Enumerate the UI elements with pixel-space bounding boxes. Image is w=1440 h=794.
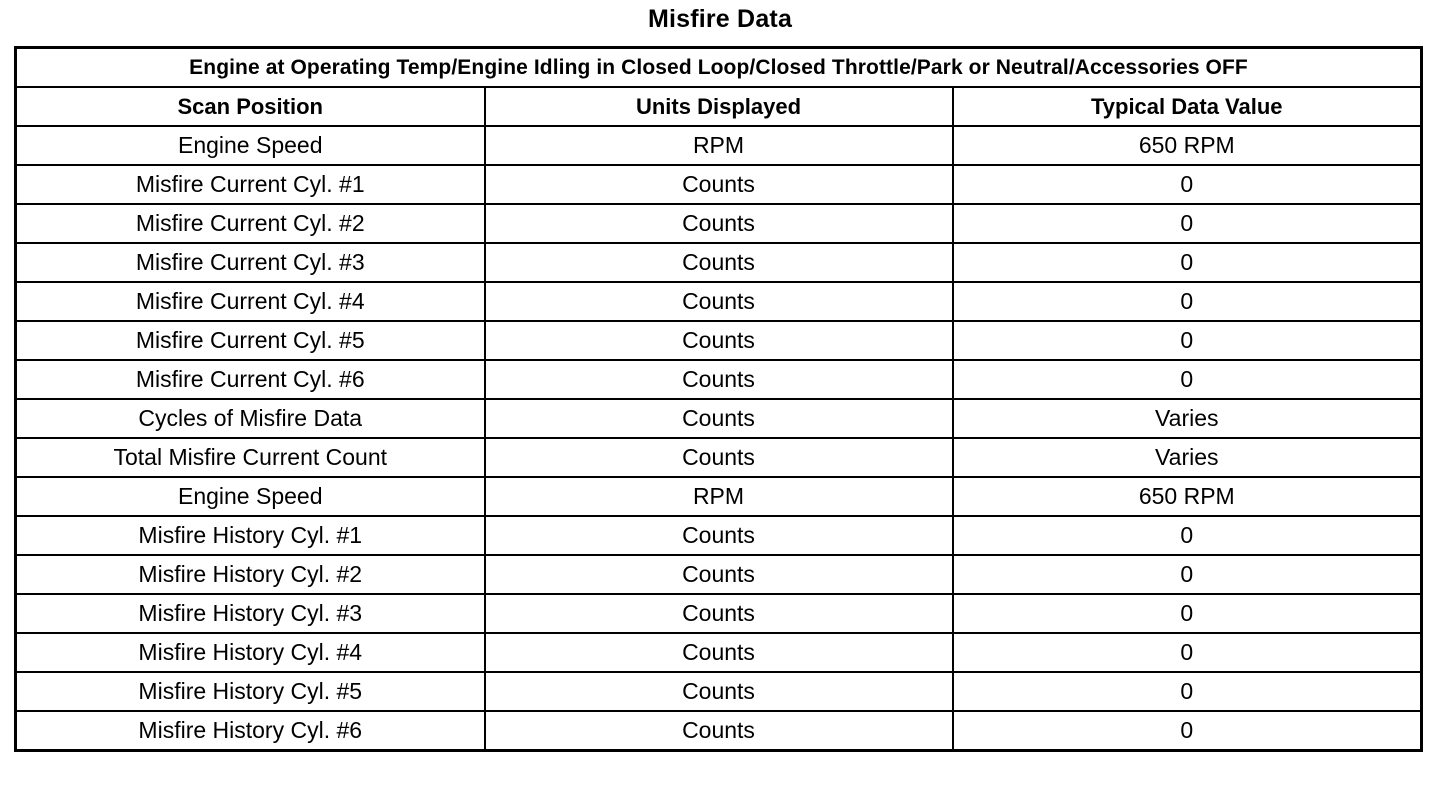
units-displayed-cell: Counts <box>485 633 953 672</box>
units-displayed-cell: Counts <box>485 321 953 360</box>
units-displayed-cell: Counts <box>485 243 953 282</box>
header-units-displayed: Units Displayed <box>485 87 953 126</box>
typical-value-cell: 0 <box>953 321 1422 360</box>
scan-position-cell: Misfire History Cyl. #4 <box>16 633 485 672</box>
units-displayed-cell: Counts <box>485 282 953 321</box>
scan-position-cell: Misfire Current Cyl. #4 <box>16 282 485 321</box>
table-row <box>16 711 1422 751</box>
units-displayed-cell: RPM <box>485 477 953 516</box>
table-row <box>16 321 1422 360</box>
header-row <box>16 87 1422 126</box>
table-row <box>16 477 1422 516</box>
misfire-data-table-container <box>14 46 1420 752</box>
typical-value-cell: 0 <box>953 555 1422 594</box>
scan-position-cell: Misfire History Cyl. #3 <box>16 594 485 633</box>
typical-value-cell: 0 <box>953 204 1422 243</box>
scan-position-cell: Cycles of Misfire Data <box>16 399 485 438</box>
table-row <box>16 126 1422 165</box>
scan-position-cell: Total Misfire Current Count <box>16 438 485 477</box>
table-row <box>16 204 1422 243</box>
typical-value-cell: 0 <box>953 594 1422 633</box>
scan-position-cell: Misfire Current Cyl. #6 <box>16 360 485 399</box>
table-row <box>16 399 1422 438</box>
table-row <box>16 165 1422 204</box>
units-displayed-cell: Counts <box>485 711 953 751</box>
condition-cell: Engine at Operating Temp/Engine Idling in Closed Loop/Closed Throttle/Park or Neutral/Accessories OFF <box>16 48 1422 88</box>
scan-position-cell: Engine Speed <box>16 126 485 165</box>
scan-position-cell: Misfire History Cyl. #6 <box>16 711 485 751</box>
typical-value-cell: 0 <box>953 282 1422 321</box>
typical-value-cell: 650 RPM <box>953 477 1422 516</box>
typical-value-cell: 0 <box>953 633 1422 672</box>
scan-position-cell: Misfire Current Cyl. #3 <box>16 243 485 282</box>
table-row <box>16 360 1422 399</box>
table-row <box>16 516 1422 555</box>
typical-value-cell: 0 <box>953 711 1422 751</box>
scan-position-cell: Misfire Current Cyl. #5 <box>16 321 485 360</box>
typical-value-cell: 0 <box>953 672 1422 711</box>
typical-value-cell: 0 <box>953 165 1422 204</box>
table-row <box>16 633 1422 672</box>
units-displayed-cell: Counts <box>485 594 953 633</box>
scan-position-cell: Misfire History Cyl. #5 <box>16 672 485 711</box>
page-title: Misfire Data <box>647 5 793 33</box>
table-row <box>16 282 1422 321</box>
misfire-data-table <box>14 46 1423 752</box>
units-displayed-cell: Counts <box>485 204 953 243</box>
scan-position-cell: Misfire Current Cyl. #1 <box>16 165 485 204</box>
scan-position-cell: Engine Speed <box>16 477 485 516</box>
units-displayed-cell: Counts <box>485 438 953 477</box>
scan-position-cell: Misfire Current Cyl. #2 <box>16 204 485 243</box>
units-displayed-cell: Counts <box>485 399 953 438</box>
header-typical-data-value: Typical Data Value <box>953 87 1422 126</box>
table-row <box>16 555 1422 594</box>
typical-value-cell: Varies <box>953 399 1422 438</box>
typical-value-cell: 650 RPM <box>953 126 1422 165</box>
table-row <box>16 672 1422 711</box>
typical-value-cell: Varies <box>953 438 1422 477</box>
units-displayed-cell: Counts <box>485 360 953 399</box>
header-scan-position: Scan Position <box>16 87 485 126</box>
units-displayed-cell: Counts <box>485 555 953 594</box>
table-row <box>16 243 1422 282</box>
units-displayed-cell: RPM <box>485 126 953 165</box>
scan-position-cell: Misfire History Cyl. #2 <box>16 555 485 594</box>
typical-value-cell: 0 <box>953 360 1422 399</box>
condition-row <box>16 48 1422 88</box>
typical-value-cell: 0 <box>953 516 1422 555</box>
scan-position-cell: Misfire History Cyl. #1 <box>16 516 485 555</box>
units-displayed-cell: Counts <box>485 672 953 711</box>
table-row <box>16 594 1422 633</box>
units-displayed-cell: Counts <box>485 516 953 555</box>
table-row <box>16 438 1422 477</box>
typical-value-cell: 0 <box>953 243 1422 282</box>
units-displayed-cell: Counts <box>485 165 953 204</box>
